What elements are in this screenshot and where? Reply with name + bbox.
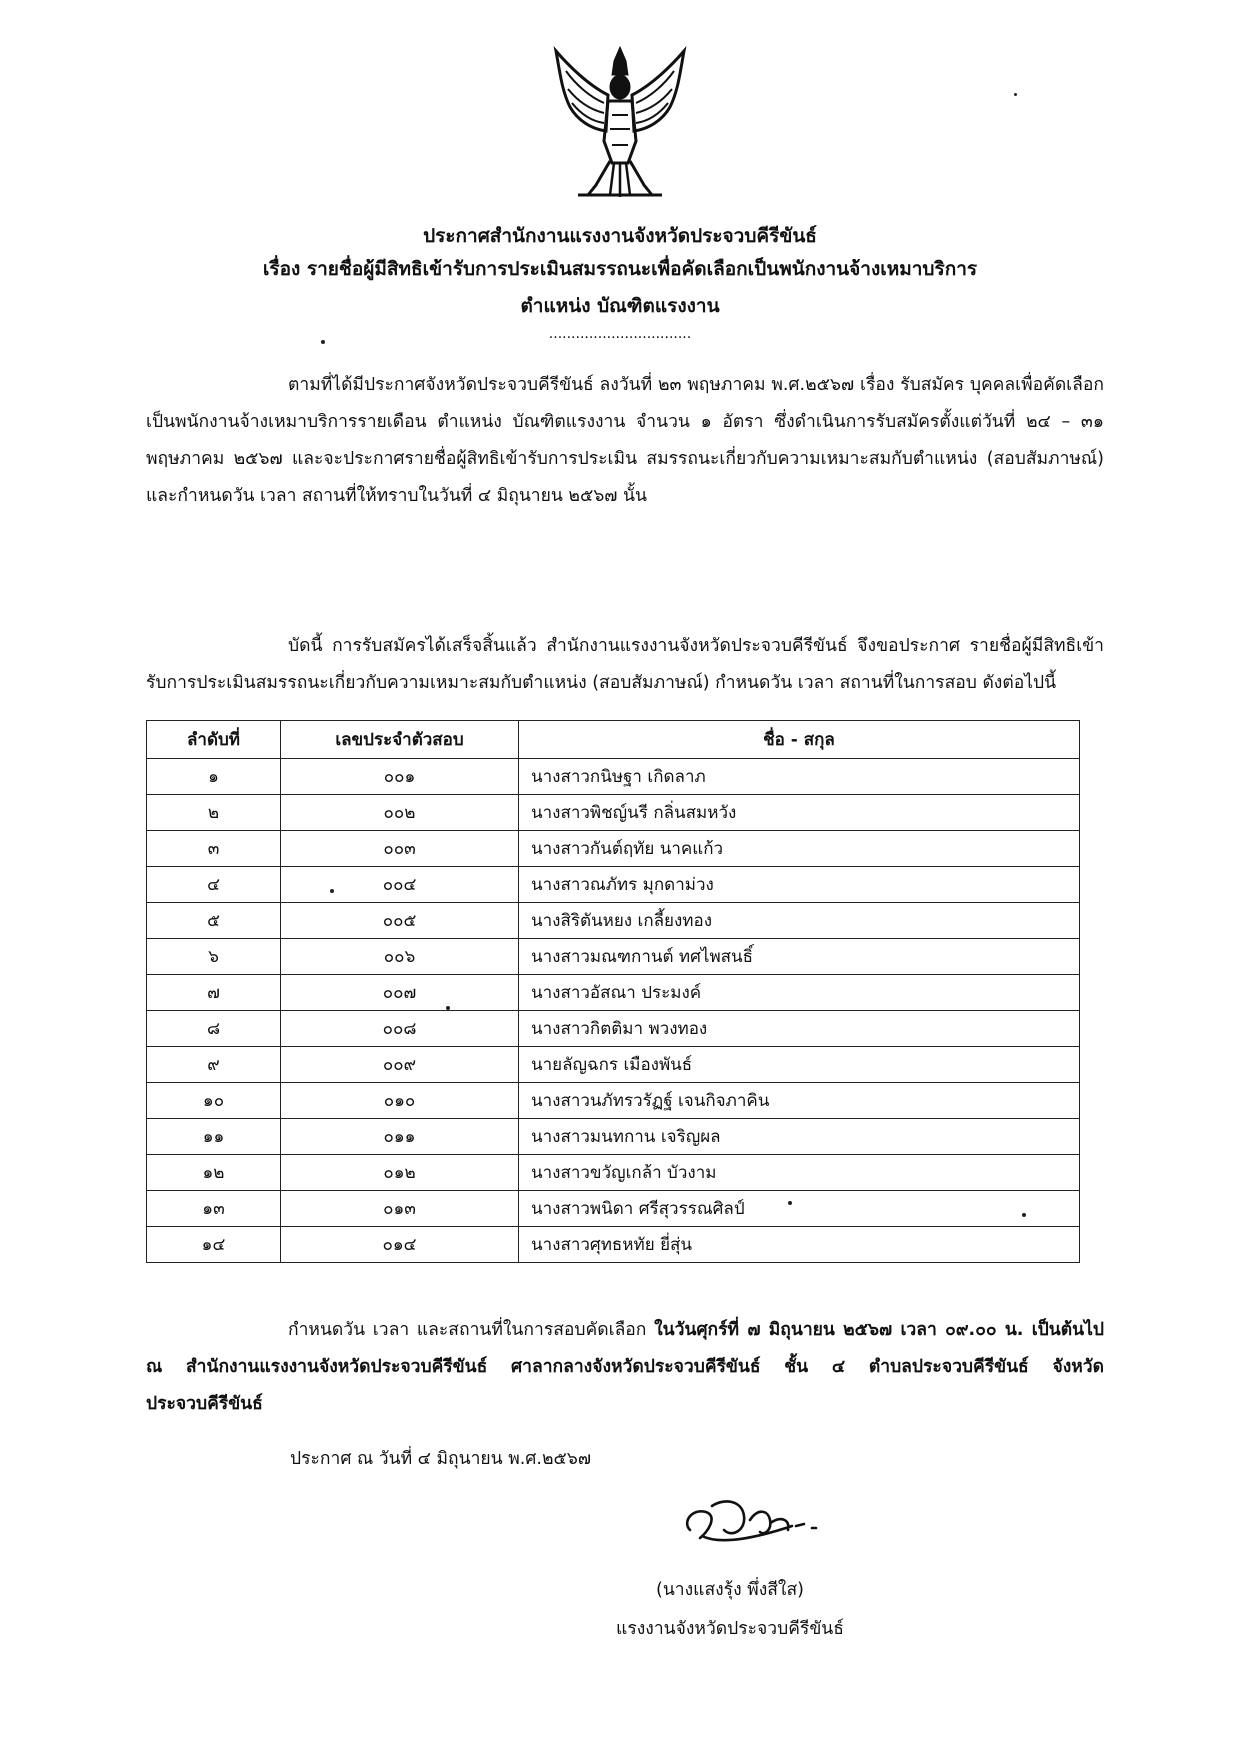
table-row — [147, 831, 1080, 867]
exam-id: ๐๑๓ — [281, 1191, 519, 1227]
row-number: ๑๑ — [147, 1119, 281, 1155]
row-number: ๑๐ — [147, 1083, 281, 1119]
exam-id: ๐๐๔ — [281, 867, 519, 903]
row-number: ๘ — [147, 1011, 281, 1047]
table-row — [147, 1155, 1080, 1191]
table-row — [147, 1191, 1080, 1227]
header-full-name: ชื่อ - สกุล — [519, 721, 1080, 759]
intro-paragraph — [146, 367, 1104, 515]
announcement-position: ตำแหน่ง บัณฑิตแรงงาน — [520, 295, 720, 317]
candidate-name: นางสาวขวัญเกล้า บัวงาม — [519, 1155, 1080, 1191]
candidate-name: นางสิริตันหยง เกลี้ยงทอง — [519, 903, 1080, 939]
table-row — [147, 1119, 1080, 1155]
schedule-paragraph — [146, 1312, 1104, 1423]
table-header-row — [147, 721, 1080, 759]
exam-id: ๐๐๖ — [281, 939, 519, 975]
row-number: ๕ — [147, 903, 281, 939]
scan-speck — [321, 340, 325, 344]
row-number: ๒ — [147, 795, 281, 831]
candidate-name: นางสาวกนิษฐา เกิดลาภ — [519, 759, 1080, 795]
garuda-emblem-icon — [548, 45, 692, 200]
exam-id: ๐๐๘ — [281, 1011, 519, 1047]
table-row — [147, 903, 1080, 939]
exam-id: ๐๐๙ — [281, 1047, 519, 1083]
announcement-title: ประกาศสำนักงานแรงงานจังหวัดประจวบคีรีขันธ์ — [423, 225, 817, 247]
scan-speck — [330, 889, 334, 893]
row-number: ๗ — [147, 975, 281, 1011]
announce-paragraph — [146, 628, 1104, 702]
row-number: ๑๔ — [147, 1227, 281, 1263]
table-row — [147, 975, 1080, 1011]
scan-speck — [446, 1006, 450, 1010]
table-row — [147, 1227, 1080, 1263]
row-number: ๑๓ — [147, 1191, 281, 1227]
exam-id: ๐๑๔ — [281, 1227, 519, 1263]
table-row — [147, 1011, 1080, 1047]
row-number: ๔ — [147, 867, 281, 903]
schedule-details: ในวันศุกร์ที่ ๗ มิถุนายน ๒๕๖๗ เวลา ๐๙.๐๐ น. เป็นต้นไป ณ สำนักงานแรงงานจังหวัดประจวบคีรีขันธ์ ศาลากลางจังหวัดประจวบคีรีขันธ์ ชั้น ๔ ตำบลประจวบคีรีขันธ์ จังหวัดประจวบคีรีขันธ์ — [146, 1320, 1104, 1414]
candidate-name: นางสาวศุทธหทัย ยี่สุ่น — [519, 1227, 1080, 1263]
scan-speck — [1014, 93, 1017, 96]
candidate-name: นางสาวนภัทรวรัฏฐ์ เจนกิจภาคิน — [519, 1083, 1080, 1119]
signer-name: (นางแสงรุ้ง พึ่งสีใส) — [656, 1580, 804, 1600]
row-number: ๓ — [147, 831, 281, 867]
table-row — [147, 1083, 1080, 1119]
table-row — [147, 795, 1080, 831]
header-exam-id: เลขประจำตัวสอบ — [281, 721, 519, 759]
candidate-table — [146, 720, 1080, 1263]
announce-date: ประกาศ ณ วันที่ ๔ มิถุนายน พ.ศ.๒๕๖๗ — [290, 1449, 592, 1469]
exam-id: ๐๐๗ — [281, 975, 519, 1011]
candidate-name: นางสาวกิตติมา พวงทอง — [519, 1011, 1080, 1047]
exam-id: ๐๐๑ — [281, 759, 519, 795]
candidate-name: นางสาวกันต์ฤทัย นาคแก้ว — [519, 831, 1080, 867]
scan-speck — [788, 1201, 792, 1205]
exam-id: ๐๑๐ — [281, 1083, 519, 1119]
candidate-name: นางสาวพิชญ์นรี กลิ่นสมหวัง — [519, 795, 1080, 831]
announcement-subject: เรื่อง รายชื่อผู้มีสิทธิเข้ารับการประเมินสมรรถนะเพื่อคัดเลือกเป็นพนักงานจ้างเหมาบริการ — [262, 258, 978, 280]
candidate-name: นางสาวมณฑกานต์ ทศไพสนธิ์ — [519, 939, 1080, 975]
intro-text: ตามที่ได้มีประกาศจังหวัดประจวบคีรีขันธ์ ลงวันที่ ๒๓ พฤษภาคม พ.ศ.๒๕๖๗ เรื่อง รับสมัคร บุคคลเพื่อคัดเลือกเป็นพนักงานจ้างเหมาบริการรายเดือน ตำแหน่ง บัณฑิตแรงงาน จำนวน ๑ อัตรา ซึ่งดำเนินการรับสมัครตั้งแต่วันที่ ๒๔ – ๓๑ พฤษภาคม ๒๕๖๗ และจะประกาศรายชื่อผู้สิทธิเข้ารับการประเมิน สมรรถนะเกี่ยวกับความเหมาะสมกับตำแหน่ง (สอบสัมภาษณ์) และกำหนดวัน เวลา สถานที่ให้ทราบในวันที่ ๔ มิถุนายน ๒๕๖๗ นั้น — [146, 375, 1104, 506]
candidate-name: นายลัญฉกร เมืองพันธ์ — [519, 1047, 1080, 1083]
candidate-name: นางสาวณภัทร มุกดาม่วง — [519, 867, 1080, 903]
table-row — [147, 939, 1080, 975]
row-number: ๑๒ — [147, 1155, 281, 1191]
schedule-lead: กำหนดวัน เวลา และสถานที่ในการสอบคัดเลือก — [288, 1320, 647, 1340]
candidate-name: นางสาวมนทกาน เจริญผล — [519, 1119, 1080, 1155]
table-row — [147, 759, 1080, 795]
signer-title: แรงงานจังหวัดประจวบคีรีขันธ์ — [616, 1619, 844, 1639]
scan-speck — [1022, 1213, 1026, 1217]
table-row — [147, 1047, 1080, 1083]
row-number: ๙ — [147, 1047, 281, 1083]
exam-id: ๐๐๓ — [281, 831, 519, 867]
table-row — [147, 867, 1080, 903]
exam-id: ๐๐๒ — [281, 795, 519, 831]
exam-id: ๐๑๒ — [281, 1155, 519, 1191]
exam-id: ๐๐๕ — [281, 903, 519, 939]
row-number: ๖ — [147, 939, 281, 975]
header-divider: ................................ — [548, 326, 692, 342]
header-order: ลำดับที่ — [147, 721, 281, 759]
exam-id: ๐๑๑ — [281, 1119, 519, 1155]
announce-text: บัดนี้ การรับสมัครได้เสร็จสิ้นแล้ว สำนักงานแรงงานจังหวัดประจวบคีรีขันธ์ จึงขอประกาศ รายชื่อผู้มีสิทธิเข้ารับการประเมินสมรรถนะเกี่ยวกับความเหมาะสมกับตำแหน่ง (สอบสัมภาษณ์) กำหนดวัน เวลา สถานที่ในการสอบ ดังต่อไปนี้ — [146, 636, 1104, 693]
signature-icon — [672, 1486, 852, 1556]
candidate-name: นางสาวอัสณา ประมงค์ — [519, 975, 1080, 1011]
candidate-name: นางสาวพนิดา ศรีสุวรรณศิลป์ — [519, 1191, 1080, 1227]
row-number: ๑ — [147, 759, 281, 795]
